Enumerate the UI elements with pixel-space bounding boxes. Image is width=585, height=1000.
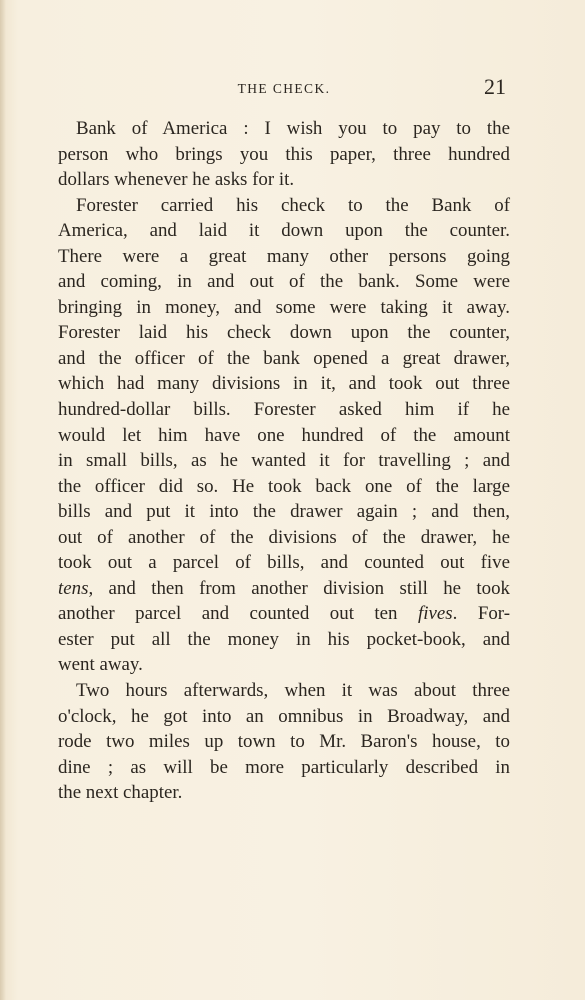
text-line-segment: person who brings you this paper, three hundred — [58, 143, 510, 165]
text-line-segment: dine ; as will be more particularly described in — [58, 756, 510, 778]
text-line — [58, 474, 510, 500]
text-line — [58, 652, 510, 678]
text-line — [58, 704, 510, 730]
text-line-segment: hundred-dollar bills. Forester asked him if he — [58, 399, 510, 421]
text-line — [58, 448, 510, 474]
text-line — [58, 780, 510, 806]
text-line — [58, 269, 510, 295]
text-line-segment: another parcel and counted out ten — [58, 603, 418, 625]
text-line-segment: o'clock, he got into an omnibus in Broadway, and — [58, 705, 510, 727]
text-line — [58, 576, 510, 602]
text-line-segment: and the officer of the bank opened a great drawer, — [58, 347, 510, 369]
text-line-segment: bills and put it into the drawer again ; and then, — [58, 501, 510, 523]
text-line-segment: Forester laid his check down upon the counter, — [58, 322, 510, 344]
text-line-segment: in small bills, as he wanted it for travelling ; and — [58, 450, 510, 472]
text-line — [58, 550, 510, 576]
page-number: 21 — [484, 74, 506, 99]
text-line — [58, 499, 510, 525]
text-line — [58, 320, 510, 346]
body-text — [58, 116, 510, 806]
text-line-segment: bringing in money, and some were taking it away. — [58, 296, 510, 318]
text-line-segment: . For- — [452, 603, 510, 625]
text-line-segment: , and then from another division still he took — [88, 577, 510, 599]
text-line — [58, 346, 510, 372]
text-line — [58, 167, 510, 193]
text-line — [58, 193, 510, 219]
text-line — [58, 525, 510, 551]
text-line — [58, 755, 510, 781]
italic-word: tens — [58, 577, 89, 599]
text-line — [58, 423, 510, 449]
running-head: THE CHECK. — [237, 81, 331, 96]
text-line — [58, 397, 510, 423]
text-line — [58, 627, 510, 653]
text-line-segment: the next chapter. — [58, 782, 183, 804]
text-line-segment: dollars whenever he asks for it. — [58, 169, 295, 191]
text-line — [58, 218, 510, 244]
text-line — [58, 678, 510, 704]
text-line-segment: out of another of the divisions of the drawer, he — [58, 526, 510, 548]
text-line-segment: went away. — [58, 654, 143, 676]
text-line-segment: There were a great many other persons going — [58, 245, 510, 267]
page-edge-shadow — [0, 0, 6, 1000]
text-line — [58, 244, 510, 270]
text-line — [58, 601, 510, 627]
text-line-segment: which had many divisions in it, and took out three — [58, 373, 510, 395]
text-line — [58, 116, 510, 142]
text-line-segment: America, and laid it down upon the counter. — [58, 220, 510, 242]
text-line-segment: took out a parcel of bills, and counted out five — [58, 552, 510, 574]
text-line-segment: Bank of America : I wish you to pay to the — [76, 118, 510, 139]
text-line-segment: Forester carried his check to the Bank of — [76, 194, 510, 216]
text-line-segment: rode two miles up town to Mr. Baron's house, to — [58, 731, 510, 753]
page-header — [58, 74, 510, 102]
text-line-segment: the officer did so. He took back one of the large — [58, 475, 510, 497]
text-line-segment: and coming, in and out of the bank. Some were — [58, 271, 510, 293]
text-line-segment: would let him have one hundred of the amount — [58, 424, 510, 446]
italic-word: fives — [418, 603, 453, 625]
text-line — [58, 295, 510, 321]
text-line — [58, 729, 510, 755]
text-line-segment: ester put all the money in his pocket-book, and — [58, 628, 510, 650]
text-line — [58, 371, 510, 397]
text-line-segment: Two hours afterwards, when it was about three — [76, 680, 510, 702]
text-line — [58, 142, 510, 168]
